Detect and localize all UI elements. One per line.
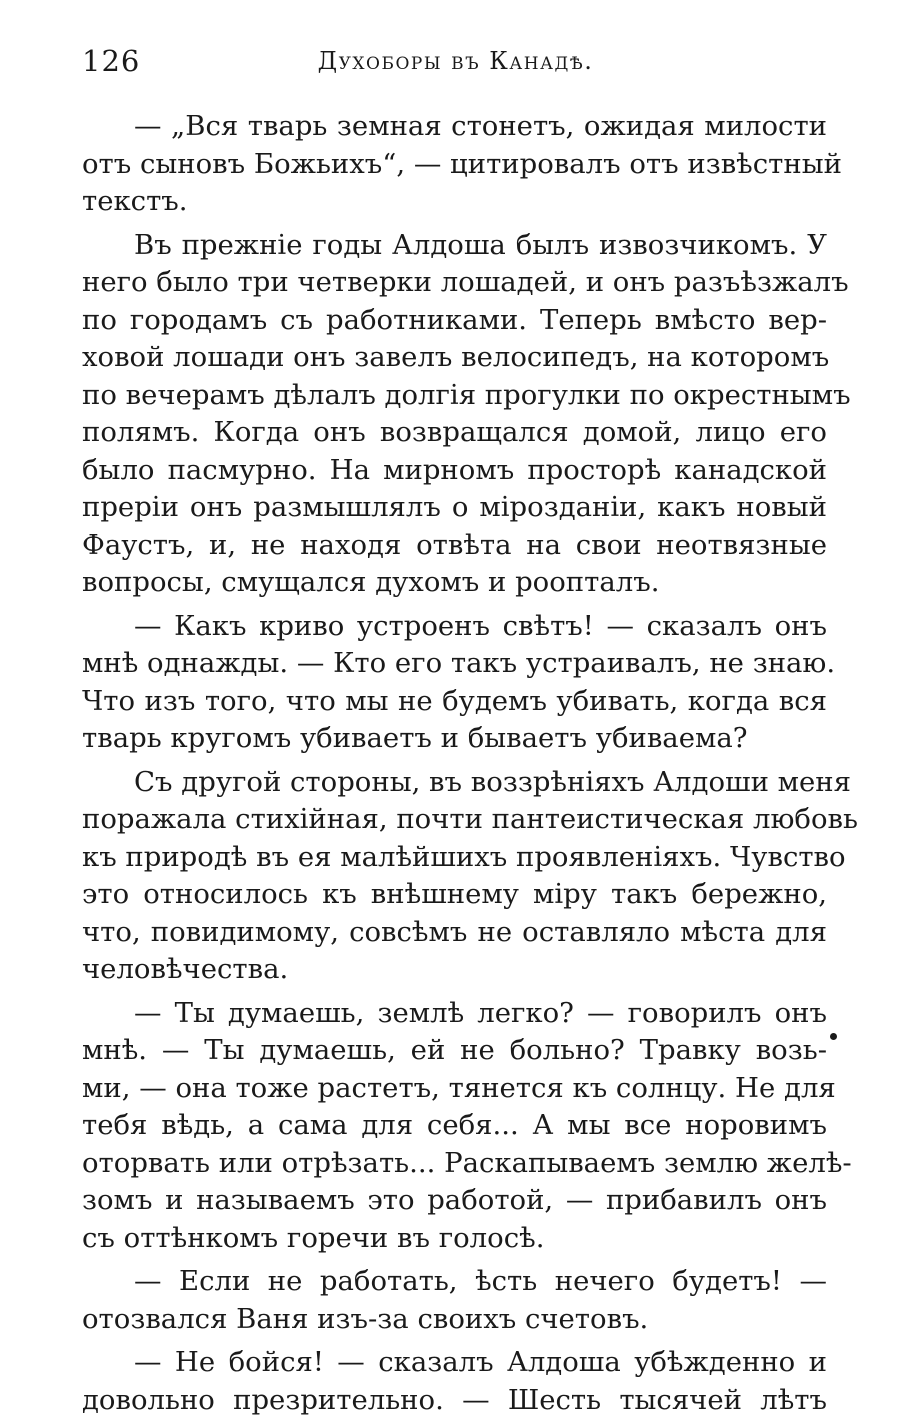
text-line: — Не бойся! — сказалъ Алдоша убѣжденно и [134, 1346, 827, 1378]
text-line: — Ты думаешь, землѣ легко? — говорилъ онъ [134, 996, 827, 1029]
paragraph [82, 227, 851, 602]
page-number: 126 [82, 44, 141, 78]
text-line: Съ другой стороны, въ воззрѣніяхъ Алдоши меня [134, 765, 851, 798]
text-line: Въ прежніе годы Алдоша былъ извозчикомъ. У [134, 228, 827, 261]
text-line: поражала стихійная, почти пантеистическая любовь [82, 803, 858, 835]
text-line: ховой лошади онъ завелъ велосипедъ, на которомъ [82, 341, 830, 373]
text-line: съ оттѣнкомъ горечи въ голосѣ. [82, 1221, 545, 1254]
text-line: преріи онъ размышлялъ о мірозданіи, какъ новый [82, 491, 827, 523]
text-line: тебя вѣдь, а сама для себя... А мы все норовимъ [82, 1109, 827, 1141]
ink-speck [830, 1033, 837, 1040]
paragraph [82, 1344, 827, 1419]
text-line: по вечерамъ дѣлалъ долгія прогулки по окрестнымъ [82, 378, 851, 411]
text-line: мнѣ. — Ты думаешь, ей не больно? Травку возь- [82, 1034, 827, 1066]
text-line: — Если не работать, ѣсть нечего будетъ! — [134, 1265, 827, 1297]
text-line: вопросы, смущался духомъ и роопталъ. [82, 566, 660, 598]
text-line: къ природѣ въ ея малѣйшихъ проявленіяхъ. Чувство [82, 840, 846, 873]
paragraph [82, 995, 852, 1258]
paragraph [82, 1263, 827, 1338]
text-line: мнѣ однажды. — Кто его такъ устраивалъ, не знаю. [82, 647, 836, 679]
text-line: отъ сыновъ Божьихъ“, — цитировалъ отъ извѣстный [82, 147, 842, 180]
page-header [82, 44, 829, 84]
text-line: было пасмурно. На мирномъ просторѣ канадской [82, 453, 827, 486]
text-line: что, повидимому, совсѣмъ не оставляло мѣста для [82, 915, 827, 948]
paragraph [82, 608, 836, 758]
text-line: — „Вся тварь земная стонетъ, ожидая милости [134, 110, 827, 142]
body-text [82, 108, 858, 1425]
text-line: отозвался Ваня изъ-за своихъ счетовъ. [82, 1302, 649, 1335]
text-line: него было три четверки лошадей, и онъ разъѣзжалъ [82, 266, 849, 298]
text-line: довольно презрительно. — Шесть тысячей лѣтъ [82, 1383, 827, 1416]
paragraph [82, 108, 842, 221]
text-line: тварь кругомъ убиваетъ и бываетъ убиваема? [82, 722, 748, 754]
text-line: это относилось къ внѣшнему міру такъ бережно, [82, 878, 827, 910]
running-title: Духоборы въ Канадѣ. [317, 47, 594, 75]
text-line: по городамъ съ работниками. Теперь вмѣсто вер- [82, 303, 827, 336]
text-line: Что изъ того, что мы не будемъ убивать, когда вся [82, 684, 827, 717]
text-line: Фаустъ, и, не находя отвѣта на свои неотвязные [82, 528, 827, 561]
text-line: оторвать или отрѣзать... Раскапываемъ землю желѣ- [82, 1146, 852, 1179]
text-line: ми, — она тоже растетъ, тянется къ солнцу. Не для [82, 1071, 836, 1104]
text-line: человѣчества. [82, 953, 289, 985]
text-line: зомъ и называемъ это работой, — прибавилъ онъ [82, 1184, 827, 1216]
paragraph [82, 764, 858, 989]
text-line: текстъ. [82, 185, 188, 217]
text-line: — Какъ криво устроенъ свѣтъ! — сказалъ онъ [134, 609, 827, 642]
text-line: полямъ. Когда онъ возвращался домой, лицо его [82, 416, 827, 448]
